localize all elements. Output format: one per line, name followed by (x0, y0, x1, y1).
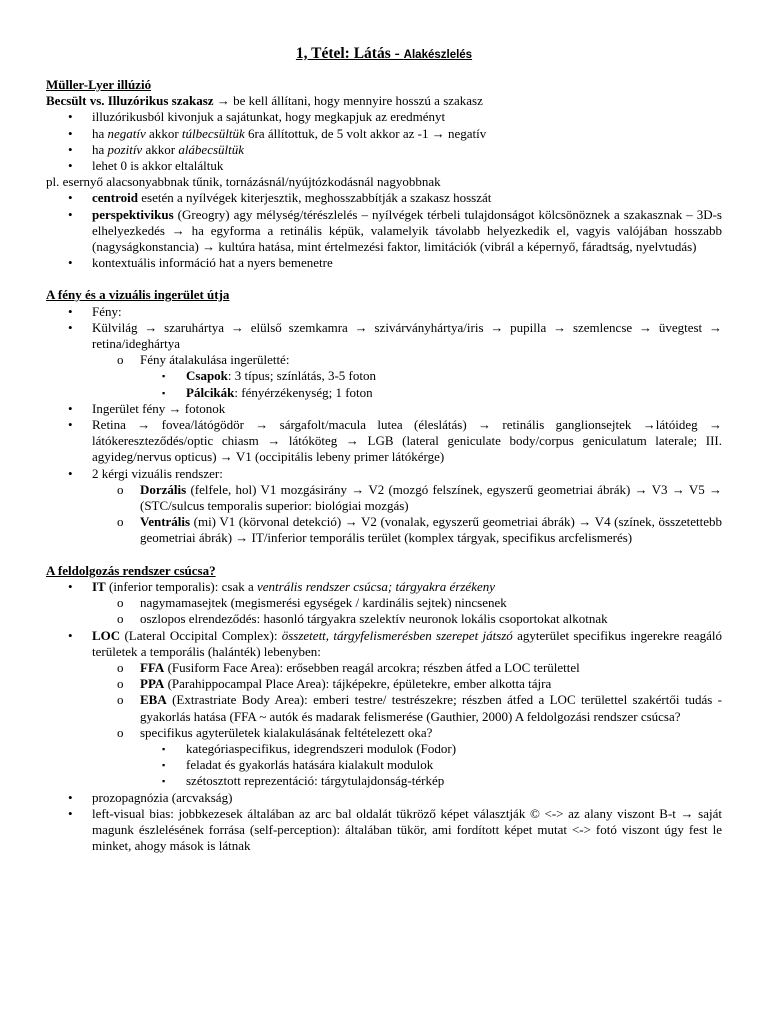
text-run: (inferior temporalis): csak a (105, 578, 257, 594)
list-item (46, 725, 722, 741)
bold-term: PPA (140, 676, 165, 692)
list-item (46, 401, 722, 417)
list-item (46, 741, 722, 757)
text-run: left-visual bias: jobbkezesek általában az arc bal oldalát tükröző képet választják © <-> az alany viszont B-t → saját magunk észlelésének forrása (self-perception): általában tükör, ami fordított képet mutat <-> fotó viszont úgy fest le minket, ahogy mások is látnak (92, 805, 722, 854)
section-heading-feny: A fény és a vizuális ingerület útja (46, 287, 230, 303)
italic-run: negatív (107, 125, 146, 141)
bold-term: Pálcikák (186, 384, 235, 400)
bullet-square: ▪ (162, 371, 166, 382)
bullet-circle: o (117, 595, 124, 611)
bullet-disc: • (68, 255, 73, 271)
title-main: 1, Tétel: Látás - (295, 45, 404, 62)
list-item (46, 142, 722, 158)
bullet-circle: o (117, 692, 124, 708)
text-run: → be kell állítani, hogy mennyire hosszú a szakasz (213, 93, 483, 109)
bullet-disc: • (68, 206, 73, 222)
section-heading-muller-lyer: Müller-Lyer illúzió (46, 77, 152, 92)
text-run: ha (92, 141, 108, 157)
list-item (46, 611, 722, 627)
bold-term: centroid (92, 190, 138, 206)
list-item (46, 190, 722, 206)
list-item (46, 207, 722, 256)
text-run: Retina → fovea/látógödör → sárgafolt/macula lutea (éleslátás) → retinális ganglionsejtek →látóideg → látókereszteződés/optic chiasm → látóköteg → LGB (lateral geniculate body/corpus geniculatum laterale; III. agyideg/nervus opticus) → V1 (occipitális lebeny primer látókérge) (92, 417, 722, 465)
list-item (46, 790, 722, 806)
bullet-disc: • (68, 125, 73, 141)
italic-run: pozitív (107, 141, 143, 157)
text-run: 6ra állítottuk, de 5 volt akkor az -1 → negatív (244, 125, 487, 141)
text-run: (Lateral Occipital Complex): (120, 627, 282, 643)
bullet-circle: o (117, 481, 124, 497)
bold-term: FFA (140, 659, 165, 675)
paragraph-plain: pl. esernyő alacsonyabbnak tűnik, tornázásnál/nyújtózkodásnál nagyobbnak (46, 174, 441, 190)
text-run: Fény: (92, 303, 122, 319)
list-item (46, 514, 722, 546)
text-run: Külvilág → szaruhártya → elülső szemkamra → szivárványhártya/iris → pupilla → szemlencse → üvegtest → retina/ideghártya (92, 319, 722, 352)
bullet-disc: • (68, 400, 73, 416)
list-item (46, 255, 722, 271)
bullet-disc: • (68, 805, 73, 821)
bullet-disc: • (68, 109, 73, 125)
bold-term: Becsült vs. Illuzórikus szakasz (46, 93, 214, 109)
bullet-square: ▪ (162, 776, 166, 787)
text-run: oszlopos elrendeződés: hasonló tárgyakra szelektív neuronok lokális csoportokat alkotnak (140, 611, 608, 627)
bold-term: Csapok (186, 368, 228, 384)
text-run: Fény átalakulása ingerületté: (140, 352, 290, 368)
italic-run: ventrális rendszer csúcsa; tárgyakra érzékeny (256, 578, 496, 594)
bullet-disc: • (68, 319, 73, 335)
bold-term: IT (92, 578, 106, 594)
text-run: szétosztott reprezentáció: tárgytulajdonság-térkép (186, 773, 445, 789)
text-run: nagymamasejtek (megismerési egységek / kardinális sejtek) nincsenek (140, 595, 507, 611)
bullet-disc: • (68, 789, 73, 805)
spacer (46, 547, 722, 563)
list-item (46, 676, 722, 692)
bullet-circle: o (117, 676, 124, 692)
list-item (46, 158, 722, 174)
bold-term: Ventrális (140, 514, 191, 530)
section-heading-feldolgozas: A feldolgozás rendszer csúcsa? (46, 562, 216, 578)
list-item (46, 692, 722, 724)
bullet-disc: • (68, 417, 73, 433)
list-item (46, 628, 722, 660)
bullet-circle: o (117, 724, 124, 740)
text-run: : 3 típus; színlátás, 3-5 foton (227, 368, 376, 384)
text-run: Ingerület fény → fotonok (92, 400, 226, 416)
page-title (46, 44, 722, 65)
italic-run: túlbecsültük (181, 125, 245, 141)
list-item (46, 595, 722, 611)
spacer (46, 271, 722, 287)
list-item (46, 304, 722, 320)
text-run: (Extrastriate Body Area): emberi testre/ testrészekre; részben átfed a LOC területtel szakértői tudás - gyakorlás hatása (FFA ~ autók és madarak felismerése (Gauthier, 2000) A feldolgozási rendszer csúcsa? (140, 692, 722, 724)
bullet-disc: • (68, 158, 73, 174)
list-item (46, 385, 722, 401)
text-run: kontextuális információ hat a nyers bemenetre (92, 255, 333, 271)
text-run: lehet 0 is akkor eltaláltuk (92, 158, 224, 174)
text-run: akkor (145, 125, 182, 141)
bullet-square: ▪ (162, 387, 166, 398)
bullet-circle: o (117, 659, 124, 675)
text-run: 2 kérgi vizuális rendszer: (92, 465, 223, 481)
list-item (46, 482, 722, 514)
text-run: (felfele, hol) V1 mozgásirány → V2 (mozgó felszínek, egyszerű geometriai ábrák) → V3 → V5 → (STC/sulcus temporalis superior: biológiai mozgás) (140, 481, 722, 514)
list-item (46, 368, 722, 384)
text-run: feladat és gyakorlás hatására kialakult modulok (186, 757, 434, 773)
text-run: specifikus agyterületek kialakulásának feltételezett oka? (140, 724, 433, 740)
text-run: illuzórikusból kivonjuk a sajátunkat, hogy megkapjuk az eredményt (92, 109, 446, 125)
text-run: : fényérzékenység; 1 foton (234, 384, 373, 400)
text-run: (mi) V1 (körvonal detekció) → V2 (vonalak, egyszerű geometriai ábrák) → V4 (színek, összetettebb geometriai ábrák) → IT/inferior temporális terület (komplex tárgyak, specifikus arcfelismerés) (140, 514, 722, 546)
text-run: (Fusiform Face Area): erősebben reagál arcokra; részben átfed a LOC területtel (164, 659, 580, 675)
bullet-square: ▪ (162, 743, 166, 754)
text-run: (Greogry) agy mélység/térészlelés – nyílvégek térbeli tulajdonságot kölcsönöznek a szakasznak – 3D-s elhelyezkedés → ha egyforma a retinális képük, valamelyik távolabb helyezkedik el, vagyis valójában hosszabb (nagyságkonstancia) → kultúra hatása, mint értelmezési faktor, limitációk (vibrál a képernyő, fáradtság, nyelvtudás) (92, 206, 722, 255)
italic-run: összetett, tárgyfelismerésben szerepet játszó (281, 627, 513, 643)
bold-term: perspektivikus (92, 206, 174, 222)
bullet-square: ▪ (162, 760, 166, 771)
text-run: (Parahippocampal Place Area): tájképekre, épületekre, ember alkotta tájra (164, 676, 552, 692)
list-item (46, 757, 722, 773)
text-run: kategóriaspecifikus, idegrendszeri modulok (Fodor) (186, 740, 457, 756)
bullet-disc: • (68, 190, 73, 206)
list-item (46, 466, 722, 482)
bold-term: LOC (92, 627, 121, 643)
list-item (46, 352, 722, 368)
bold-term: EBA (140, 692, 167, 708)
bullet-disc: • (68, 141, 73, 157)
list-item (46, 417, 722, 466)
list-item (46, 320, 722, 352)
paragraph-becsult (46, 93, 722, 109)
list-item (46, 579, 722, 595)
bullet-disc: • (68, 578, 73, 594)
title-subtitle: Alakészlelés (403, 49, 473, 61)
italic-run: alábecsültük (178, 141, 245, 157)
text-run: ha (92, 125, 108, 141)
list-item (46, 126, 722, 142)
bullet-circle: o (117, 514, 124, 530)
list-item (46, 109, 722, 125)
bullet-disc: • (68, 627, 73, 643)
text-run: prozopagnózia (arcvakság) (92, 789, 233, 805)
document-page (46, 44, 722, 854)
text-run: agyterület specifikus ingerekre reagáló területek a temporális (halánték) lebenyben: (92, 627, 722, 659)
bullet-disc: • (68, 303, 73, 319)
text-run: esetén a nyílvégek kiterjesztik, meghosszabbítják a szakasz hosszát (137, 190, 492, 206)
list-item (46, 660, 722, 676)
bullet-disc: • (68, 465, 73, 481)
bold-term: Dorzális (140, 481, 187, 497)
bullet-circle: o (117, 352, 124, 368)
text-run: akkor (142, 141, 179, 157)
bullet-circle: o (117, 611, 124, 627)
list-item (46, 773, 722, 789)
list-item (46, 806, 722, 855)
